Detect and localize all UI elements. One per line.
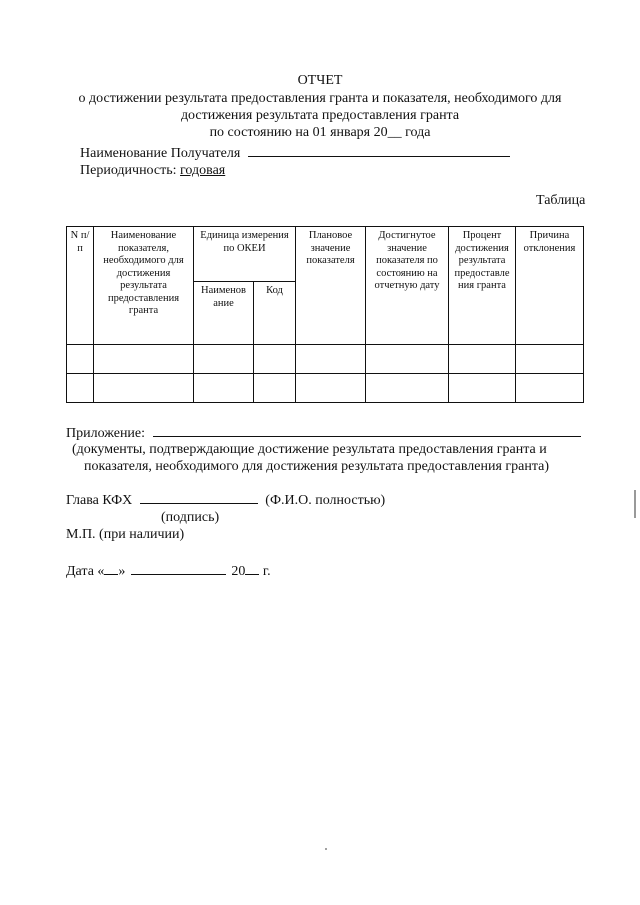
col-header-reason: Причина отклонения [516,227,584,345]
head-label: Глава КФХ [66,493,133,508]
attachment-note-line1: (документы, подтверждающие достижение результата предоставления гранта и [72,442,547,457]
periodicity-row [80,162,225,179]
date-suffix: г. [262,564,271,579]
document-title: ОТЧЕТ [297,73,343,88]
col-header-unit-code: Код [254,282,296,345]
table-row [67,345,584,374]
table-cell[interactable] [254,374,296,403]
document-subtitle-line1: о достижении результата предоставления гранта и показателя, необходимого для [78,91,562,106]
table-cell[interactable] [516,345,584,374]
recipient-row [80,144,510,162]
scan-dot [325,848,327,850]
attachment-field[interactable] [153,424,581,437]
periodicity-label: Периодичность: [80,163,177,178]
document-subtitle-line3: по состоянию на 01 января 20__ года [209,125,431,140]
col-header-unit: Единица измерения по ОКЕИ [194,227,296,282]
table-cell[interactable] [366,374,449,403]
recipient-label: Наименование Получателя [80,146,241,161]
table-cell[interactable] [296,345,366,374]
table-cell[interactable] [67,345,94,374]
table-caption: Таблица [536,193,586,208]
table-cell[interactable] [67,374,94,403]
col-header-n: N п/п [67,227,94,345]
col-header-planned: Плановое значение показателя [296,227,366,345]
table-cell[interactable] [94,374,194,403]
signature-field[interactable] [140,491,258,504]
table-cell[interactable] [366,345,449,374]
attachment-row [66,424,581,442]
table-cell[interactable] [254,345,296,374]
head-fio-label: (Ф.И.О. полностью) [265,493,386,508]
document-subtitle-line2: достижения результата предоставления гранта [180,108,460,123]
date-year-field[interactable] [245,562,259,575]
date-year: 20 [231,564,246,579]
table-cell[interactable] [94,345,194,374]
col-header-achieved: Достигнутое значение показателя по состоянию на отчетную дату [366,227,449,345]
table-cell[interactable] [296,374,366,403]
table-cell[interactable] [516,374,584,403]
table-cell[interactable] [194,345,254,374]
periodicity-value: годовая [180,163,226,178]
date-row [66,562,271,580]
table-row [67,374,584,403]
scan-mark [634,490,636,518]
attachment-note-line2: показателя, необходимого для достижения результата предоставления гранта) [84,459,549,474]
attachment-label: Приложение: [66,426,146,441]
head-signature-row [66,491,385,509]
date-month-field[interactable] [131,562,226,575]
table-cell[interactable] [449,345,516,374]
date-label: Дата « [66,564,105,579]
col-header-unit-name: Наименов ание [194,282,254,345]
signature-caption: (подпись) [161,510,220,525]
col-header-percent: Процент достижения результата предоставле ния гранта [449,227,516,345]
stamp-label: М.П. (при наличии) [66,527,185,542]
report-table [66,226,584,403]
recipient-field[interactable] [248,144,510,157]
date-mid: » [118,564,126,579]
col-header-indicator-name: Наименование показателя, необходимого для достижения результата предоставления гранта [94,227,194,345]
table-cell[interactable] [194,374,254,403]
date-day-field[interactable] [104,562,118,575]
table-cell[interactable] [449,374,516,403]
